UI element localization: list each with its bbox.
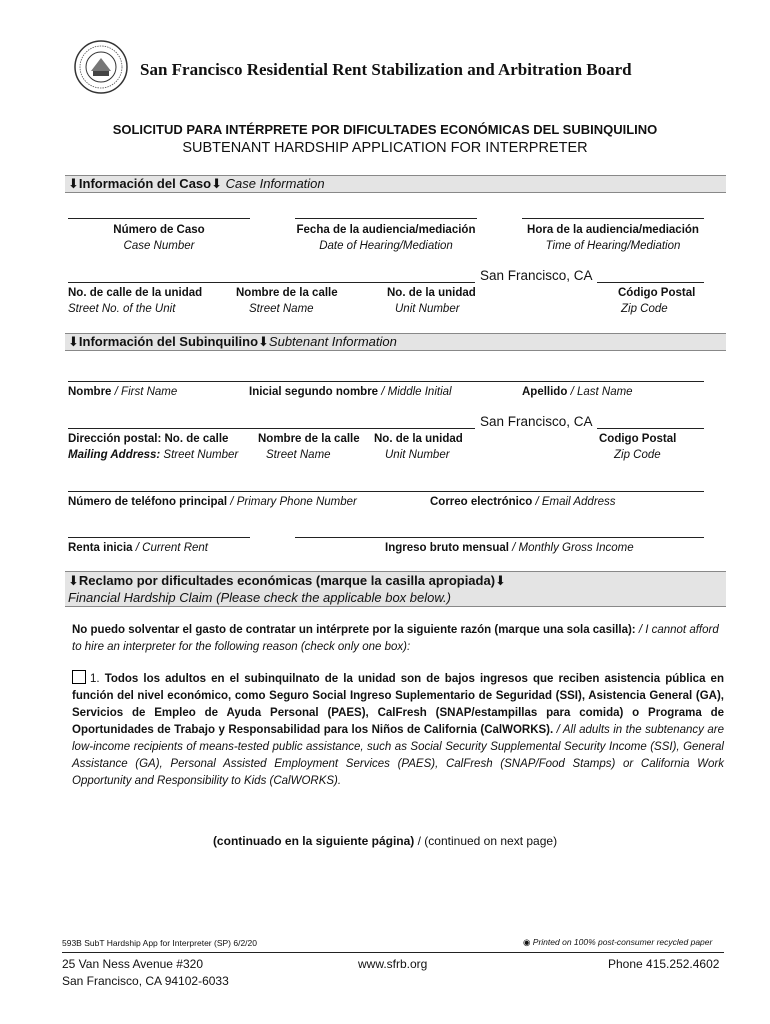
hardship-option-1: 1. Todos los adultos en el subinquilnato de la unidad son de bajos ingresos que reciben asistencia pública en función del nivel económico, como Seguro Social Ingreso Suplementario de Seguridad (SSI), Asistencia General (GA), Servicios de Empleo de Ayuda Personal (PAES), CalFresh (SNAP/estampillas para comida) o Programa de Oportunidades de Trabajo y Responsabilidad para los Niños de California (CalWORKS). / All adults in the subtenancy are low-income recipients of means-tested public assistance, such as Social Security Supplemental Security Income (SSI), General Assistance (GA), Personal Assisted Employment Services (PAES), CalFresh (SNAP/Food Stamps) or California Work Opportunity and Responsibility to Kids (CalWORKS). [72, 670, 724, 790]
mailing-street-label: Dirección postal: No. de calle Mailing Address: Street Number [68, 433, 239, 461]
board-name: San Francisco Residential Rent Stabilization and Arbitration Board [140, 60, 632, 79]
unit-no-label: No. de la unidad Unit Number [387, 287, 476, 315]
claim-intro-text: No puedo solventar el gasto de contratar un intérprete por la siguiente razón (marque una sola casilla): / I cannot afford to hire an interpreter for the following reason (check only one box): [72, 624, 719, 653]
option-1-checkbox[interactable] [72, 670, 86, 684]
sf-seal-logo [74, 40, 128, 94]
monthly-income-line[interactable] [295, 537, 704, 538]
footer-address: 25 Van Ness Avenue #320 San Francisco, CA 94102-6033 [62, 957, 229, 988]
hearing-date-label: Fecha de la audiencia/mediación Date of Hearing/Mediation [296, 224, 476, 252]
unit-address-line[interactable] [68, 282, 475, 283]
monthly-income-label: Ingreso bruto mensual / Monthly Gross Income [385, 542, 634, 554]
hardship-claim-heading: ⬇Reclamo por dificultades económicas (marque la casilla apropiada)⬇ Financial Hardship Claim (Please check the applicable box below.) [65, 571, 726, 607]
mailing-zip-line[interactable] [597, 428, 704, 429]
phone-email-line[interactable] [68, 491, 704, 492]
down-arrow-icon: ⬇ [68, 176, 79, 191]
last-name-label: Apellido / Last Name [522, 386, 633, 398]
hearing-date-line[interactable] [295, 218, 477, 219]
document-title-spanish: SOLICITUD PARA INTÉRPRETE POR DIFICULTADES ECONÓMICAS DEL SUBINQUILINO [112, 122, 658, 137]
mailing-zip-label: Codigo Postal Zip Code [599, 433, 677, 461]
case-number-line[interactable] [68, 218, 250, 219]
hearing-time-label: Hora de la audiencia/mediación Time of Hearing/Mediation [527, 224, 699, 252]
street-no-label: No. de calle de la unidad Street No. of the Unit [68, 287, 203, 315]
down-arrow-icon: ⬇ [258, 334, 269, 349]
subtenant-info-heading: ⬇Información del Subinquilino⬇Subtenant Information [65, 333, 726, 351]
current-rent-label: Renta inicia / Current Rent [68, 542, 208, 554]
down-arrow-icon: ⬇ [68, 334, 79, 349]
phone-label: Número de teléfono principal / Primary Phone Number [68, 496, 357, 508]
zip-label: Código Postal Zip Code [618, 287, 696, 315]
first-name-label: Nombre / First Name [68, 386, 178, 398]
mailing-street-name-label: Nombre de la calle Street Name [258, 433, 360, 461]
case-info-heading: ⬇Información del Caso⬇ Case Information [65, 175, 726, 193]
hearing-time-line[interactable] [522, 218, 704, 219]
city-state-text: San Francisco, CA [480, 268, 593, 283]
recycle-icon: ◉ [523, 937, 531, 947]
case-number-label: Número de Caso Case Number [113, 224, 205, 252]
mailing-address-line[interactable] [68, 428, 475, 429]
name-line[interactable] [68, 381, 704, 382]
street-name-label: Nombre de la calle Street Name [236, 287, 338, 315]
footer-website[interactable]: www.sfrb.org [358, 957, 428, 971]
mailing-city-text: San Francisco, CA [480, 414, 593, 429]
middle-initial-label: Inicial segundo nombre / Middle Initial [249, 386, 452, 398]
footer-phone: Phone 415.252.4602 [608, 957, 720, 971]
current-rent-line[interactable] [68, 537, 250, 538]
down-arrow-icon: ⬇ [211, 176, 223, 191]
down-arrow-icon: ⬇ [68, 573, 79, 588]
document-title-english: SUBTENANT HARDSHIP APPLICATION FOR INTERPRETER [182, 140, 588, 156]
zip-code-line[interactable] [597, 282, 704, 283]
form-code: 593B SubT Hardship App for Interpreter (SP) 6/2/20 [62, 938, 257, 948]
mailing-unit-label: No. de la unidad Unit Number [374, 433, 463, 461]
continued-note: (continuado en la siguiente página) / (continued on next page) [212, 834, 558, 848]
footer-divider [62, 952, 724, 953]
down-arrow-icon: ⬇ [495, 573, 506, 588]
recycled-note: ◉ Printed on 100% post-consumer recycled paper [523, 937, 713, 947]
email-label: Correo electrónico / Email Address [430, 496, 616, 508]
